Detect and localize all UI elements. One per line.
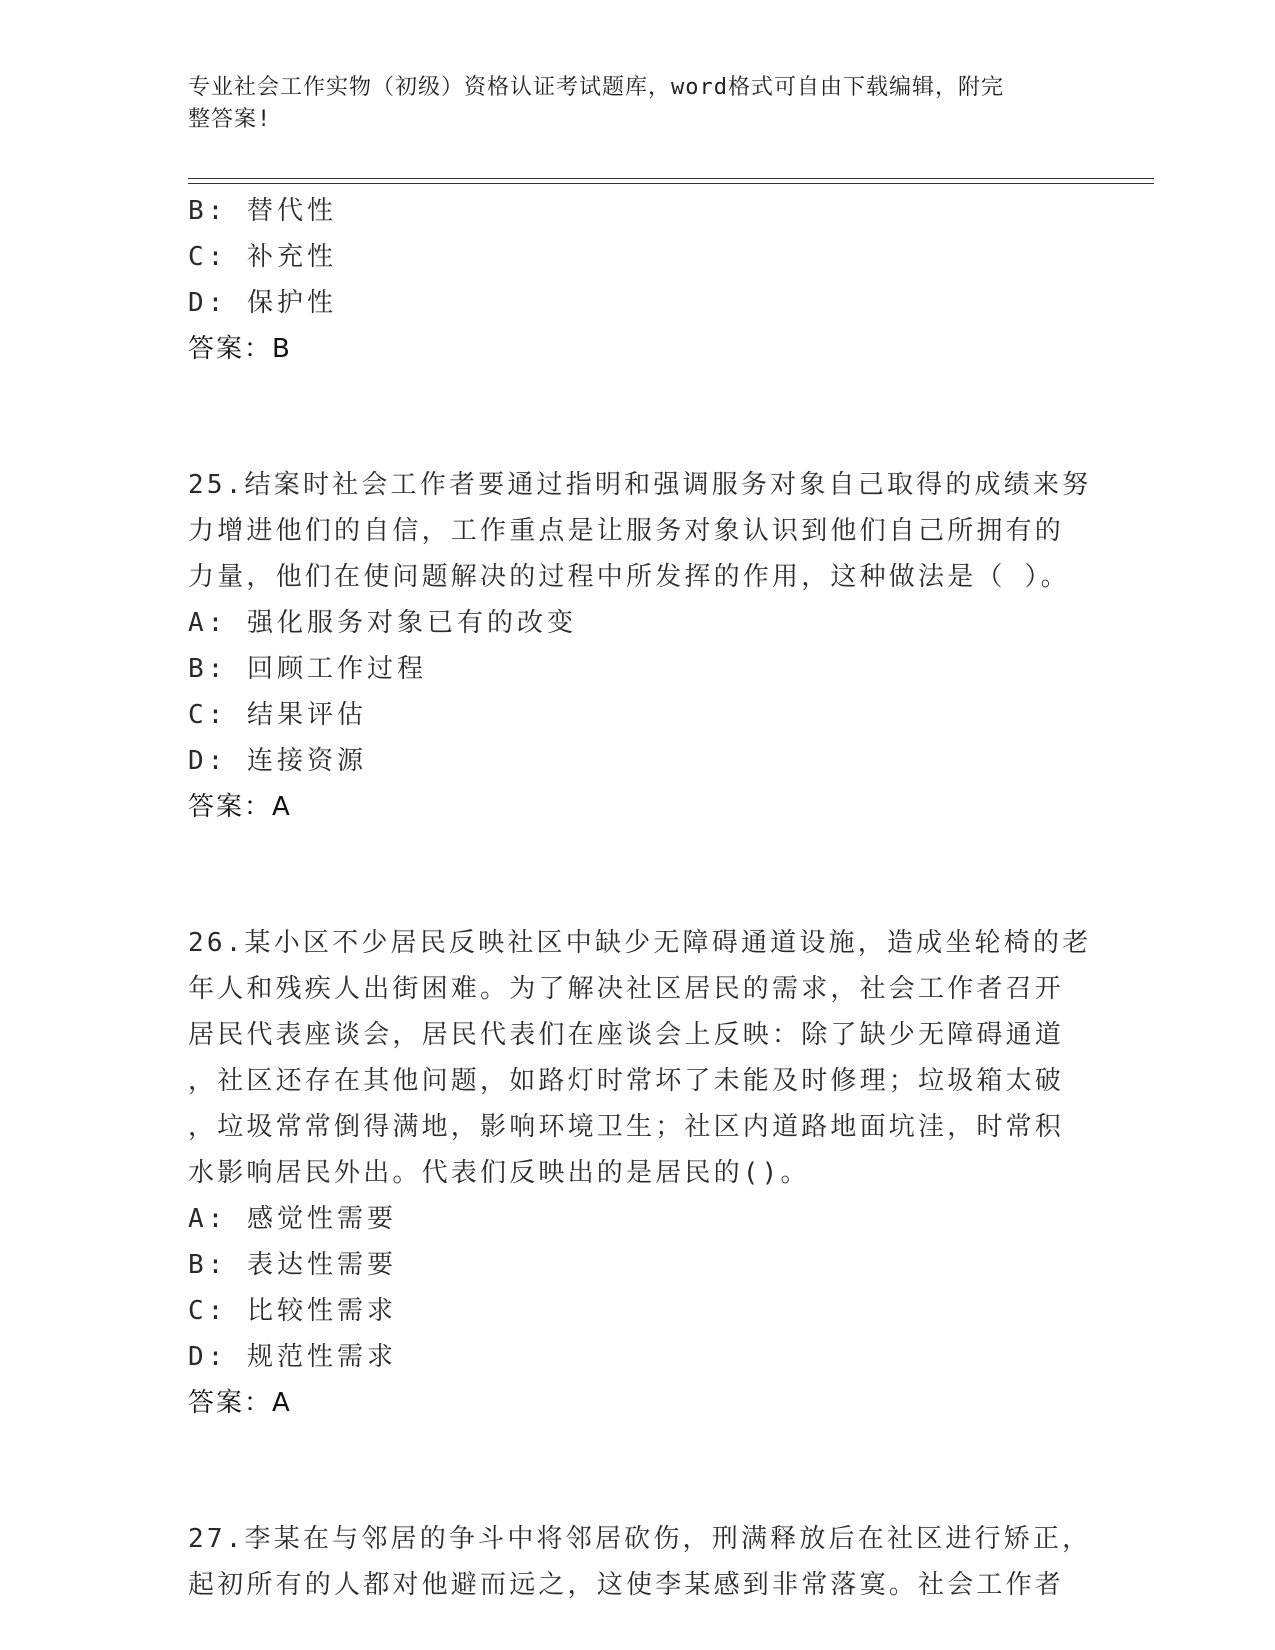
option-d: D: 规范性需求 [188,1342,397,1372]
question-text [188,920,1092,1196]
question-25 [188,462,1092,830]
option-a: A: 感觉性需要 [188,1204,397,1234]
answer-text: 答案：B [188,334,292,364]
spacer [188,1426,1088,1516]
question-24 [188,188,1088,372]
question-line: 力增进他们的自信，工作重点是让服务对象认识到他们自己所拥有的 [188,516,1065,546]
option-a: A: 强化服务对象已有的改变 [188,608,577,638]
option-d: D: 连接资源 [188,746,367,776]
spacer [188,372,1088,462]
question-content [188,188,1092,1608]
page-header [188,72,1068,136]
question-line: 26.某小区不少居民反映社区中缺少无障碍通道设施，造成坐轮椅的老 [188,928,1092,958]
question-27 [188,1516,1092,1608]
option-b: B: 替代性 [188,196,337,226]
header-line: 专业社会工作实物（初级）资格认证考试题库，word格式可自由下载编辑，附完 [188,75,1004,100]
question-26 [188,920,1092,1426]
question-line: 年人和残疾人出街困难。为了解决社区居民的需求，社会工作者召开 [188,974,1065,1004]
question-line: 力量，他们在使问题解决的过程中所发挥的作用，这种做法是（ ）。 [188,562,1070,592]
answer-text: 答案：A [188,1388,292,1418]
header-divider [188,178,1154,179]
option-d: D: 保护性 [188,288,337,318]
question-line: ，垃圾常常倒得满地，影响环境卫生；社区内道路地面坑洼，时常积 [188,1112,1065,1142]
question-text [188,462,1092,600]
option-c: C: 补充性 [188,242,337,272]
option-c: C: 比较性需求 [188,1296,397,1326]
spacer [188,830,1088,920]
question-line: 27.李某在与邻居的争斗中将邻居砍伤，刑满释放后在社区进行矫正， [188,1524,1092,1554]
question-line: 起初所有的人都对他避而远之，这使李某感到非常落寞。社会工作者 [188,1570,1065,1600]
header-divider [188,183,1154,184]
question-line: 水影响居民外出。代表们反映出的是居民的()。 [188,1158,810,1188]
header-line: 整答案! [188,107,272,132]
question-line: 25.结案时社会工作者要通过指明和强调服务对象自己取得的成绩来努 [188,470,1092,500]
question-text [188,1516,1092,1608]
question-line: 居民代表座谈会，居民代表们在座谈会上反映：除了缺少无障碍通道 [188,1020,1065,1050]
answer-text: 答案：A [188,792,292,822]
option-c: C: 结果评估 [188,700,367,730]
option-b: B: 回顾工作过程 [188,654,427,684]
question-line: ，社区还存在其他问题，如路灯时常坏了未能及时修理；垃圾箱太破 [188,1066,1065,1096]
option-b: B: 表达性需要 [188,1250,397,1280]
